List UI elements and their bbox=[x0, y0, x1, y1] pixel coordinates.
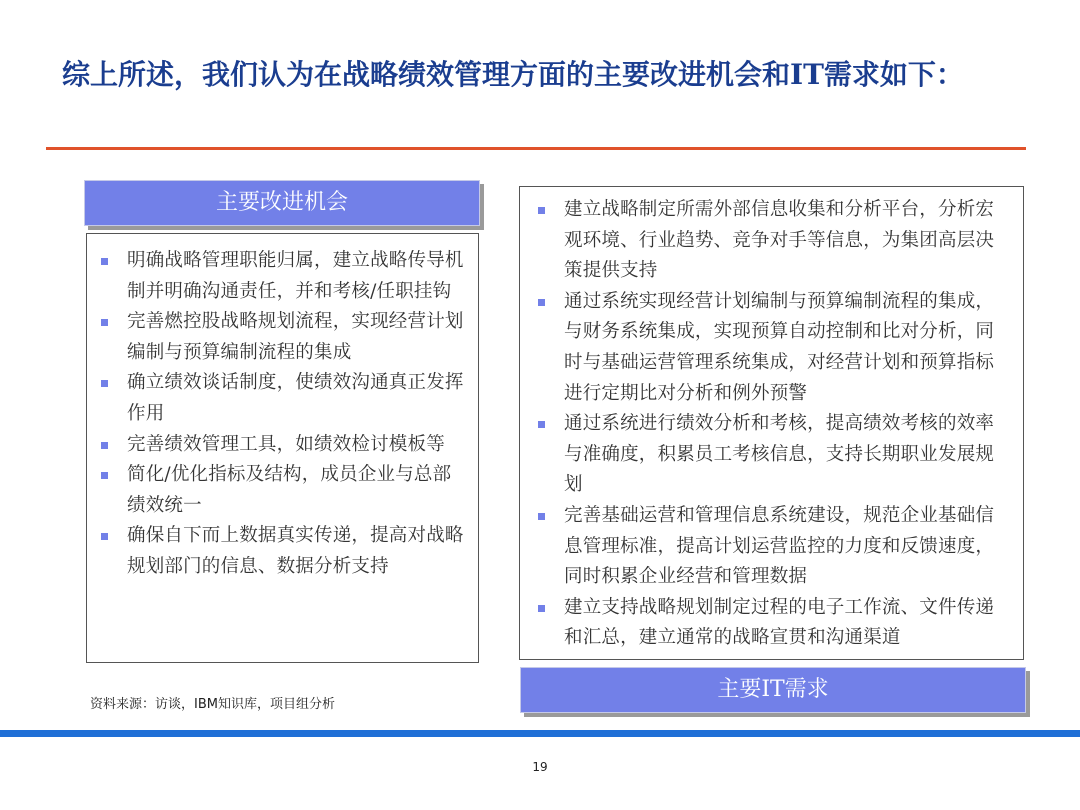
square-bullet-icon bbox=[101, 380, 108, 387]
list-item-text: 明确战略管理职能归属，建立战略传导机制并明确沟通责任，并和考核/任职挂钩 bbox=[127, 250, 464, 302]
list-item bbox=[101, 246, 466, 307]
list-item bbox=[101, 307, 466, 368]
list-item-text: 完善燃控股战略规划流程，实现经营计划编制与预算编制流程的集成 bbox=[127, 311, 464, 363]
list-item-text: 建立支持战略规划制定过程的电子工作流、文件传递和汇总，建立通常的战略宣贯和沟通渠道 bbox=[564, 596, 995, 649]
page-title: 综上所述，我们认为在战略绩效管理方面的主要改进机会和IT需求如下： bbox=[62, 58, 964, 91]
list-item-text: 通过系统实现经营计划编制与预算编制流程的集成，与财务系统集成，实现预算自动控制和比对分析，同时与基础运营管理系统集成，对经营计划和预算指标进行定期比对分析和例外预警 bbox=[564, 290, 995, 404]
square-bullet-icon bbox=[101, 258, 108, 265]
it-requirements-list bbox=[538, 195, 1011, 654]
list-item-text: 建立战略制定所需外部信息收集和分析平台，分析宏观环境、行业趋势、竞争对手等信息，为集团高层决策提供支持 bbox=[564, 199, 995, 282]
source-note: 资料来源：访谈，IBM知识库，项目组分析 bbox=[90, 697, 335, 712]
list-item-text: 确立绩效谈话制度，使绩效沟通真正发挥作用 bbox=[127, 372, 464, 424]
list-item bbox=[538, 409, 1011, 501]
square-bullet-icon bbox=[538, 299, 545, 306]
square-bullet-icon bbox=[101, 319, 108, 326]
list-item bbox=[538, 501, 1011, 593]
it-requirements-header: 主要IT需求 bbox=[520, 667, 1026, 713]
title-divider bbox=[46, 147, 1026, 150]
list-item bbox=[538, 195, 1011, 287]
list-item-text: 确保自下而上数据真实传递，提高对战略规划部门的信息、数据分析支持 bbox=[127, 525, 464, 577]
square-bullet-icon bbox=[101, 472, 108, 479]
square-bullet-icon bbox=[538, 605, 545, 612]
list-item bbox=[538, 593, 1011, 654]
improvement-opportunities-list bbox=[101, 246, 466, 583]
improvement-opportunities-header: 主要改进机会 bbox=[84, 180, 480, 226]
square-bullet-icon bbox=[538, 513, 545, 520]
list-item bbox=[101, 430, 466, 461]
list-item-text: 通过系统进行绩效分析和考核，提高绩效考核的效率与准确度，积累员工考核信息，支持长期职业发展规划 bbox=[564, 413, 995, 496]
footer-bar bbox=[0, 730, 1080, 737]
list-item-text: 简化/优化指标及结构，成员企业与总部绩效统一 bbox=[127, 464, 452, 516]
square-bullet-icon bbox=[538, 207, 545, 214]
list-item bbox=[101, 460, 466, 521]
list-item-text: 完善绩效管理工具，如绩效检讨模板等 bbox=[127, 433, 445, 455]
list-item bbox=[101, 368, 466, 429]
square-bullet-icon bbox=[101, 533, 108, 540]
it-requirements-panel bbox=[519, 186, 1024, 660]
list-item bbox=[101, 521, 466, 582]
page-number: 19 bbox=[532, 760, 548, 774]
square-bullet-icon bbox=[538, 421, 545, 428]
list-item bbox=[538, 287, 1011, 409]
square-bullet-icon bbox=[101, 442, 108, 449]
improvement-opportunities-panel bbox=[86, 233, 479, 663]
list-item-text: 完善基础运营和管理信息系统建设，规范企业基础信息管理标准，提高计划运营监控的力度和反馈速度，同时积累企业经营和管理数据 bbox=[564, 504, 995, 588]
